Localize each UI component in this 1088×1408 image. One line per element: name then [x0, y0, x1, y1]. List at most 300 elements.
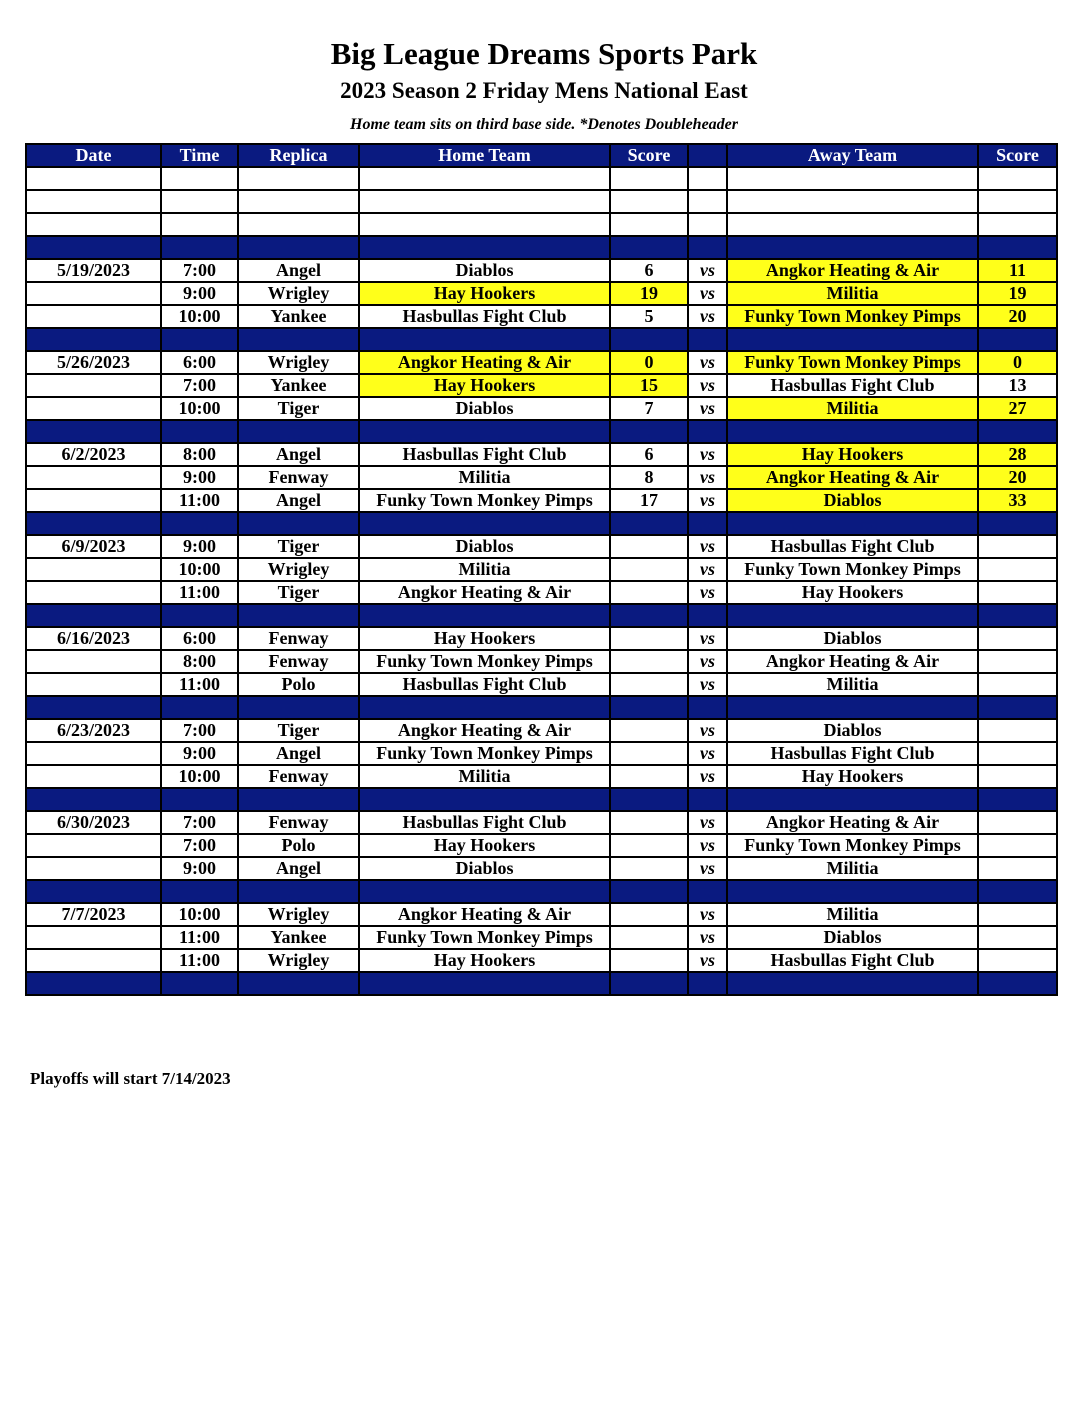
game-time: 9:00 [161, 535, 238, 558]
blank-cell [359, 213, 610, 236]
schedule-table [25, 143, 1058, 996]
versus-label: vs [688, 259, 727, 282]
game-row [26, 374, 1057, 397]
home-score [610, 627, 688, 650]
separator-cell [978, 420, 1057, 443]
page-title: Big League Dreams Sports Park [330, 36, 758, 71]
game-replica-field: Tiger [238, 535, 359, 558]
home-score [610, 949, 688, 972]
away-team: Angkor Heating & Air [727, 259, 978, 282]
game-replica-field: Yankee [238, 374, 359, 397]
col-header-date: Date [26, 144, 161, 167]
game-replica-field: Angel [238, 857, 359, 880]
versus-label: vs [688, 949, 727, 972]
game-replica-field: Fenway [238, 650, 359, 673]
separator-cell [161, 696, 238, 719]
col-header-home-team: Home Team [359, 144, 610, 167]
game-row [26, 627, 1057, 650]
away-team: Hasbullas Fight Club [727, 374, 978, 397]
home-score [610, 811, 688, 834]
separator-row [26, 788, 1057, 811]
blank-cell [610, 213, 688, 236]
blank-row [26, 167, 1057, 190]
separator-cell [359, 972, 610, 995]
separator-cell [978, 788, 1057, 811]
blank-cell [727, 167, 978, 190]
away-score: 13 [978, 374, 1057, 397]
home-score: 15 [610, 374, 688, 397]
game-replica-field: Wrigley [238, 282, 359, 305]
game-date-empty [26, 926, 161, 949]
home-score: 5 [610, 305, 688, 328]
game-row [26, 581, 1057, 604]
game-date-empty [26, 581, 161, 604]
separator-cell [238, 236, 359, 259]
separator-cell [727, 604, 978, 627]
game-date: 6/30/2023 [26, 811, 161, 834]
away-score: 33 [978, 489, 1057, 512]
game-row [26, 834, 1057, 857]
away-score: 28 [978, 443, 1057, 466]
blank-cell [238, 190, 359, 213]
home-score: 17 [610, 489, 688, 512]
versus-label: vs [688, 581, 727, 604]
blank-cell [359, 167, 610, 190]
versus-label: vs [688, 857, 727, 880]
home-score [610, 742, 688, 765]
blank-cell [978, 213, 1057, 236]
separator-cell [26, 512, 161, 535]
separator-cell [161, 788, 238, 811]
separator-cell [238, 328, 359, 351]
game-replica-field: Polo [238, 834, 359, 857]
away-score [978, 857, 1057, 880]
home-score [610, 926, 688, 949]
game-date: 7/7/2023 [26, 903, 161, 926]
versus-label: vs [688, 650, 727, 673]
separator-cell [688, 696, 727, 719]
game-time: 6:00 [161, 351, 238, 374]
home-team: Militia [359, 466, 610, 489]
separator-row [26, 880, 1057, 903]
separator-cell [238, 972, 359, 995]
home-score [610, 558, 688, 581]
versus-label: vs [688, 305, 727, 328]
home-score [610, 903, 688, 926]
game-time: 10:00 [161, 397, 238, 420]
away-score: 20 [978, 305, 1057, 328]
versus-label: vs [688, 719, 727, 742]
blank-cell [26, 213, 161, 236]
blank-cell [238, 213, 359, 236]
separator-cell [26, 880, 161, 903]
separator-cell [727, 236, 978, 259]
home-score [610, 535, 688, 558]
blank-cell [610, 167, 688, 190]
col-header-replica: Replica [238, 144, 359, 167]
separator-cell [727, 880, 978, 903]
versus-label: vs [688, 535, 727, 558]
away-score [978, 765, 1057, 788]
separator-cell [688, 972, 727, 995]
away-score [978, 834, 1057, 857]
game-row [26, 466, 1057, 489]
home-score [610, 765, 688, 788]
home-team: Funky Town Monkey Pimps [359, 489, 610, 512]
game-replica-field: Fenway [238, 765, 359, 788]
game-replica-field: Angel [238, 742, 359, 765]
separator-cell [238, 420, 359, 443]
home-team: Hasbullas Fight Club [359, 443, 610, 466]
away-score [978, 926, 1057, 949]
game-row [26, 811, 1057, 834]
page-subtitle: 2023 Season 2 Friday Mens National East [340, 78, 748, 103]
home-team: Angkor Heating & Air [359, 581, 610, 604]
game-row [26, 397, 1057, 420]
away-score: 0 [978, 351, 1057, 374]
versus-label: vs [688, 351, 727, 374]
game-date-empty [26, 489, 161, 512]
away-team: Hasbullas Fight Club [727, 535, 978, 558]
separator-cell [688, 604, 727, 627]
away-team: Diablos [727, 926, 978, 949]
game-row [26, 259, 1057, 282]
separator-cell [161, 420, 238, 443]
game-replica-field: Yankee [238, 926, 359, 949]
game-time: 11:00 [161, 949, 238, 972]
versus-label: vs [688, 374, 727, 397]
home-team: Hay Hookers [359, 627, 610, 650]
game-row [26, 903, 1057, 926]
home-team: Hay Hookers [359, 374, 610, 397]
separator-cell [26, 696, 161, 719]
separator-cell [26, 604, 161, 627]
blank-row [26, 213, 1057, 236]
game-replica-field: Tiger [238, 719, 359, 742]
game-time: 11:00 [161, 581, 238, 604]
col-header-home-score: Score [610, 144, 688, 167]
schedule-note: Home team sits on third base side. *Denotes Doubleheader [350, 116, 738, 133]
game-date-empty [26, 558, 161, 581]
away-score [978, 627, 1057, 650]
separator-cell [978, 972, 1057, 995]
game-date-empty [26, 834, 161, 857]
home-team: Hasbullas Fight Club [359, 811, 610, 834]
game-date: 6/9/2023 [26, 535, 161, 558]
separator-cell [161, 604, 238, 627]
separator-cell [688, 420, 727, 443]
home-score [610, 719, 688, 742]
game-time: 7:00 [161, 259, 238, 282]
game-row [26, 857, 1057, 880]
separator-cell [161, 236, 238, 259]
blank-cell [359, 190, 610, 213]
separator-cell [727, 972, 978, 995]
schedule-body [26, 167, 1057, 995]
game-time: 7:00 [161, 811, 238, 834]
home-team: Hasbullas Fight Club [359, 305, 610, 328]
game-time: 10:00 [161, 903, 238, 926]
blank-cell [161, 190, 238, 213]
away-score [978, 903, 1057, 926]
separator-cell [26, 788, 161, 811]
game-time: 10:00 [161, 765, 238, 788]
game-time: 9:00 [161, 282, 238, 305]
col-header-away-score: Score [978, 144, 1057, 167]
game-date: 6/16/2023 [26, 627, 161, 650]
away-score [978, 949, 1057, 972]
separator-cell [161, 328, 238, 351]
home-team: Hay Hookers [359, 282, 610, 305]
separator-cell [610, 788, 688, 811]
header-row [26, 144, 1057, 167]
game-time: 11:00 [161, 673, 238, 696]
away-score [978, 558, 1057, 581]
game-replica-field: Wrigley [238, 351, 359, 374]
game-row [26, 351, 1057, 374]
versus-label: vs [688, 742, 727, 765]
game-time: 10:00 [161, 305, 238, 328]
separator-cell [238, 512, 359, 535]
home-team: Militia [359, 558, 610, 581]
blank-row [26, 190, 1057, 213]
blank-cell [978, 167, 1057, 190]
separator-cell [26, 420, 161, 443]
home-score: 7 [610, 397, 688, 420]
away-team: Hay Hookers [727, 443, 978, 466]
game-date-empty [26, 742, 161, 765]
separator-cell [238, 788, 359, 811]
home-team: Funky Town Monkey Pimps [359, 742, 610, 765]
versus-label: vs [688, 627, 727, 650]
blank-cell [26, 167, 161, 190]
home-team: Funky Town Monkey Pimps [359, 650, 610, 673]
game-date-empty [26, 765, 161, 788]
away-team: Militia [727, 857, 978, 880]
separator-cell [610, 880, 688, 903]
game-replica-field: Polo [238, 673, 359, 696]
separator-cell [359, 512, 610, 535]
separator-cell [978, 880, 1057, 903]
away-team: Diablos [727, 627, 978, 650]
home-team: Hay Hookers [359, 949, 610, 972]
away-team: Funky Town Monkey Pimps [727, 305, 978, 328]
home-score [610, 581, 688, 604]
versus-label: vs [688, 903, 727, 926]
away-score: 27 [978, 397, 1057, 420]
home-score: 8 [610, 466, 688, 489]
home-team: Diablos [359, 397, 610, 420]
game-row [26, 282, 1057, 305]
away-score: 11 [978, 259, 1057, 282]
home-team: Funky Town Monkey Pimps [359, 926, 610, 949]
versus-label: vs [688, 443, 727, 466]
home-team: Hasbullas Fight Club [359, 673, 610, 696]
separator-cell [610, 972, 688, 995]
game-date: 5/19/2023 [26, 259, 161, 282]
game-date-empty [26, 466, 161, 489]
separator-row [26, 604, 1057, 627]
home-score: 6 [610, 443, 688, 466]
game-replica-field: Wrigley [238, 558, 359, 581]
away-team: Funky Town Monkey Pimps [727, 351, 978, 374]
blank-cell [978, 190, 1057, 213]
separator-cell [238, 880, 359, 903]
separator-cell [359, 328, 610, 351]
home-team: Hay Hookers [359, 834, 610, 857]
game-row [26, 926, 1057, 949]
separator-cell [359, 604, 610, 627]
game-replica-field: Angel [238, 443, 359, 466]
separator-cell [359, 696, 610, 719]
game-time: 7:00 [161, 374, 238, 397]
separator-cell [26, 328, 161, 351]
game-replica-field: Wrigley [238, 949, 359, 972]
away-score [978, 811, 1057, 834]
game-time: 8:00 [161, 443, 238, 466]
separator-cell [978, 696, 1057, 719]
game-date-empty [26, 650, 161, 673]
blank-cell [161, 213, 238, 236]
blank-cell [688, 167, 727, 190]
game-date-empty [26, 397, 161, 420]
separator-cell [238, 696, 359, 719]
game-replica-field: Fenway [238, 466, 359, 489]
away-team: Angkor Heating & Air [727, 650, 978, 673]
game-date-empty [26, 282, 161, 305]
col-header-time: Time [161, 144, 238, 167]
game-date: 6/23/2023 [26, 719, 161, 742]
separator-cell [359, 236, 610, 259]
game-row [26, 949, 1057, 972]
separator-cell [727, 512, 978, 535]
game-date: 5/26/2023 [26, 351, 161, 374]
blank-cell [688, 190, 727, 213]
game-replica-field: Tiger [238, 397, 359, 420]
away-score [978, 673, 1057, 696]
game-time: 7:00 [161, 719, 238, 742]
away-team: Militia [727, 282, 978, 305]
home-score: 0 [610, 351, 688, 374]
game-replica-field: Fenway [238, 811, 359, 834]
game-time: 9:00 [161, 466, 238, 489]
blank-cell [688, 213, 727, 236]
away-team: Diablos [727, 489, 978, 512]
separator-row [26, 236, 1057, 259]
game-time: 7:00 [161, 834, 238, 857]
game-row [26, 305, 1057, 328]
separator-cell [359, 420, 610, 443]
away-team: Militia [727, 397, 978, 420]
game-time: 10:00 [161, 558, 238, 581]
away-score [978, 581, 1057, 604]
game-replica-field: Angel [238, 489, 359, 512]
away-team: Militia [727, 673, 978, 696]
away-team: Funky Town Monkey Pimps [727, 834, 978, 857]
versus-label: vs [688, 558, 727, 581]
game-row [26, 650, 1057, 673]
home-score: 6 [610, 259, 688, 282]
away-team: Hay Hookers [727, 581, 978, 604]
versus-label: vs [688, 926, 727, 949]
game-time: 9:00 [161, 742, 238, 765]
separator-cell [161, 512, 238, 535]
blank-cell [238, 167, 359, 190]
game-time: 6:00 [161, 627, 238, 650]
game-date-empty [26, 673, 161, 696]
separator-cell [688, 328, 727, 351]
game-row [26, 558, 1057, 581]
separator-cell [610, 512, 688, 535]
separator-cell [610, 604, 688, 627]
home-score [610, 834, 688, 857]
game-date-empty [26, 857, 161, 880]
away-team: Militia [727, 903, 978, 926]
col-header-vs [688, 144, 727, 167]
versus-label: vs [688, 673, 727, 696]
game-row [26, 765, 1057, 788]
home-score [610, 857, 688, 880]
blank-cell [727, 190, 978, 213]
separator-cell [978, 604, 1057, 627]
separator-row [26, 972, 1057, 995]
separator-row [26, 512, 1057, 535]
separator-cell [727, 328, 978, 351]
game-replica-field: Wrigley [238, 903, 359, 926]
blank-cell [610, 190, 688, 213]
blank-cell [26, 190, 161, 213]
separator-cell [238, 604, 359, 627]
separator-row [26, 328, 1057, 351]
separator-row [26, 696, 1057, 719]
away-team: Diablos [727, 719, 978, 742]
separator-cell [161, 880, 238, 903]
away-score [978, 650, 1057, 673]
game-row [26, 673, 1057, 696]
home-team: Diablos [359, 535, 610, 558]
separator-cell [688, 512, 727, 535]
home-score: 19 [610, 282, 688, 305]
separator-cell [688, 236, 727, 259]
game-replica-field: Fenway [238, 627, 359, 650]
versus-label: vs [688, 282, 727, 305]
blank-cell [161, 167, 238, 190]
col-header-away-team: Away Team [727, 144, 978, 167]
versus-label: vs [688, 834, 727, 857]
away-team: Hay Hookers [727, 765, 978, 788]
separator-row [26, 420, 1057, 443]
separator-cell [978, 328, 1057, 351]
game-row [26, 719, 1057, 742]
game-date: 6/2/2023 [26, 443, 161, 466]
home-score [610, 673, 688, 696]
game-date-empty [26, 949, 161, 972]
blank-cell [727, 213, 978, 236]
game-replica-field: Yankee [238, 305, 359, 328]
away-team: Angkor Heating & Air [727, 811, 978, 834]
separator-cell [610, 420, 688, 443]
playoffs-note: Playoffs will start 7/14/2023 [30, 1069, 231, 1088]
game-time: 9:00 [161, 857, 238, 880]
game-date-empty [26, 305, 161, 328]
game-row [26, 489, 1057, 512]
game-row [26, 535, 1057, 558]
separator-cell [161, 972, 238, 995]
game-replica-field: Tiger [238, 581, 359, 604]
versus-label: vs [688, 397, 727, 420]
away-score [978, 535, 1057, 558]
game-time: 11:00 [161, 489, 238, 512]
